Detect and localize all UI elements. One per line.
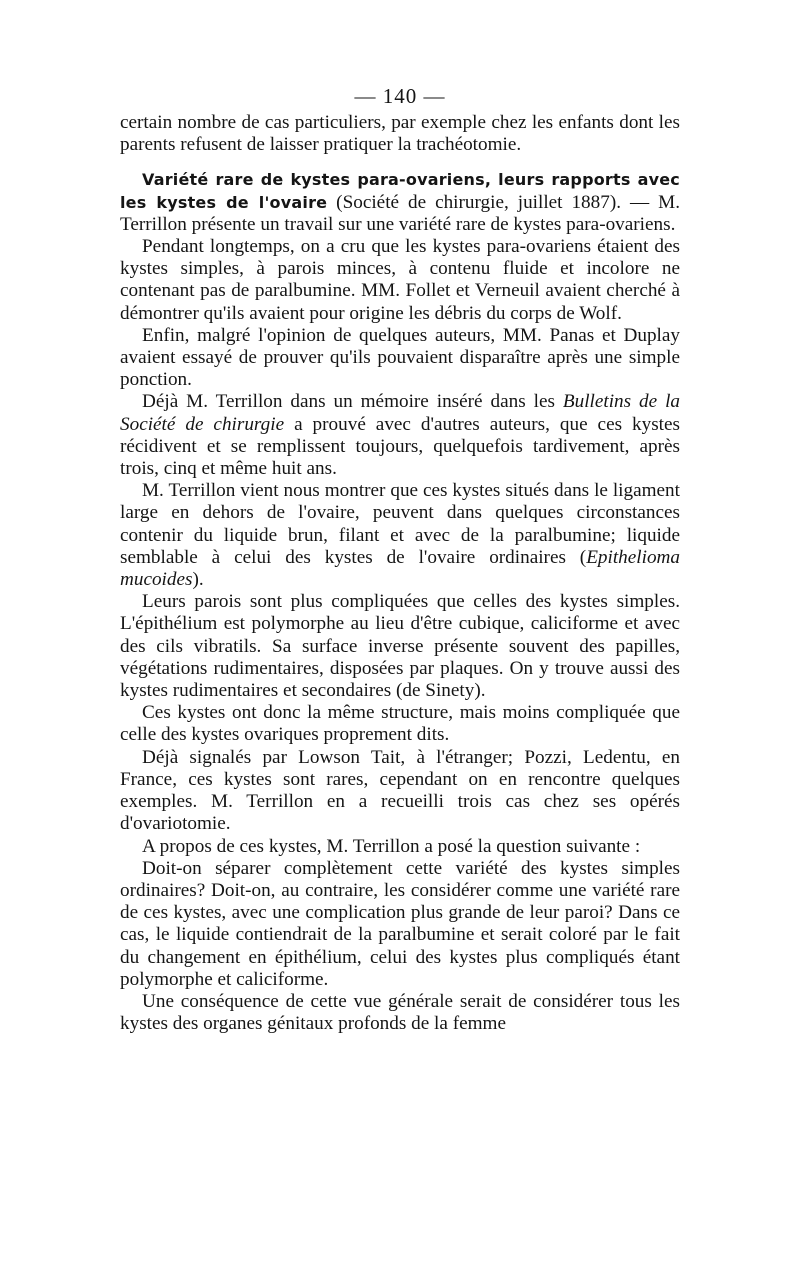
journal-title: Bulletins de la Société de chirurgie (120, 391, 680, 435)
page-number: — 140 — (354, 84, 446, 108)
paragraph: Enfin, malgré l'opinion de quelques auteurs, MM. Panas et Duplay avaient essayé de prouver qu'ils pouvaient disparaître après une simple ponction. (120, 324, 680, 391)
paragraph-continuation: certain nombre de cas particuliers, par exemple chez les enfants dont les parents refusent de laisser pratiquer la trachéotomie. (120, 112, 680, 156)
paragraph: Une conséquence de cette vue générale serait de considérer tous les kystes des organes génitaux profonds de la femme (120, 990, 680, 1035)
paragraph: Déjà signalés par Lowson Tait, à l'étranger; Pozzi, Ledentu, en France, ces kystes sont rares, cependant on en rencontre quelques exemples. M. Terrillon en a recueilli trois cas chez ses opérés d'ovariotomie. (120, 746, 680, 835)
section-paragraph (120, 169, 680, 236)
paragraph: Pendant longtemps, on a cru que les kystes para-ovariens étaient des kystes simples, à parois minces, à contenu fluide et incolore ne contenant pas de paralbumine. MM. Follet et Verneuil avaient cherché à démontrer qu'ils avaient pour origine les débris du corps de Wolf. (120, 236, 680, 324)
latin-term: Epithelioma mucoides (120, 546, 680, 591)
section-heading: Variété rare de kystes para-ovariens, leurs rapports avec les kystes de l'ovaire (120, 170, 680, 212)
page-body (120, 112, 680, 1035)
paragraph (120, 480, 680, 591)
paragraph-text: Déjà M. Terrillon dans un mémoire inséré dans les (142, 391, 563, 413)
paragraph: Doit-on séparer complètement cette variété des kystes simples ordinaires? Doit-on, au contraire, les considérer comme une variété rare de ces kystes, avec une complication plus grande de leur paroi? Dans ce cas, le liquide contiendrait de la paralbumine et serait coloré par le fait du changement en épithélium, celui des kystes plus compliqués étant polymorphe et caliciforme. (120, 857, 680, 990)
section-intro-text: (Société de chirurgie, juillet 1887). — M. Terrillon présente un travail sur une variété rare de kystes para-ovariens. (120, 191, 680, 235)
paragraph (120, 391, 680, 480)
paragraph-text: a prouvé avec d'autres auteurs, que ces kystes récidivent et se remplissent toujours, quelquefois tardivement, après trois, cinq et même huit ans. (120, 413, 680, 480)
paragraph: Ces kystes ont donc la même structure, mais moins compliquée que celle des kystes ovariques proprement dits. (120, 702, 680, 746)
paragraph: Leurs parois sont plus compliquées que celles des kystes simples. L'épithélium est polymorphe au lieu d'être cubique, caliciforme et avec des cils vibratils. Sa surface inverse présente souvent des papilles, végétations rudimentaires, disposées par plaques. On y trouve aussi des kystes rudimentaires et secondaires (de Sinety). (120, 591, 680, 702)
paragraph-text: ). (192, 569, 204, 591)
paragraph: A propos de ces kystes, M. Terrillon a posé la question suivante : (142, 835, 641, 857)
paragraph-text: M. Terrillon vient nous montrer que ces kystes situés dans le ligament large en dehors de l'ovaire, peuvent dans quelques circonstances contenir du liquide brun, filant et avec de la paralbumine; liquide semblable à celui des kystes de l'ovaire ordinaires ( (120, 480, 680, 568)
